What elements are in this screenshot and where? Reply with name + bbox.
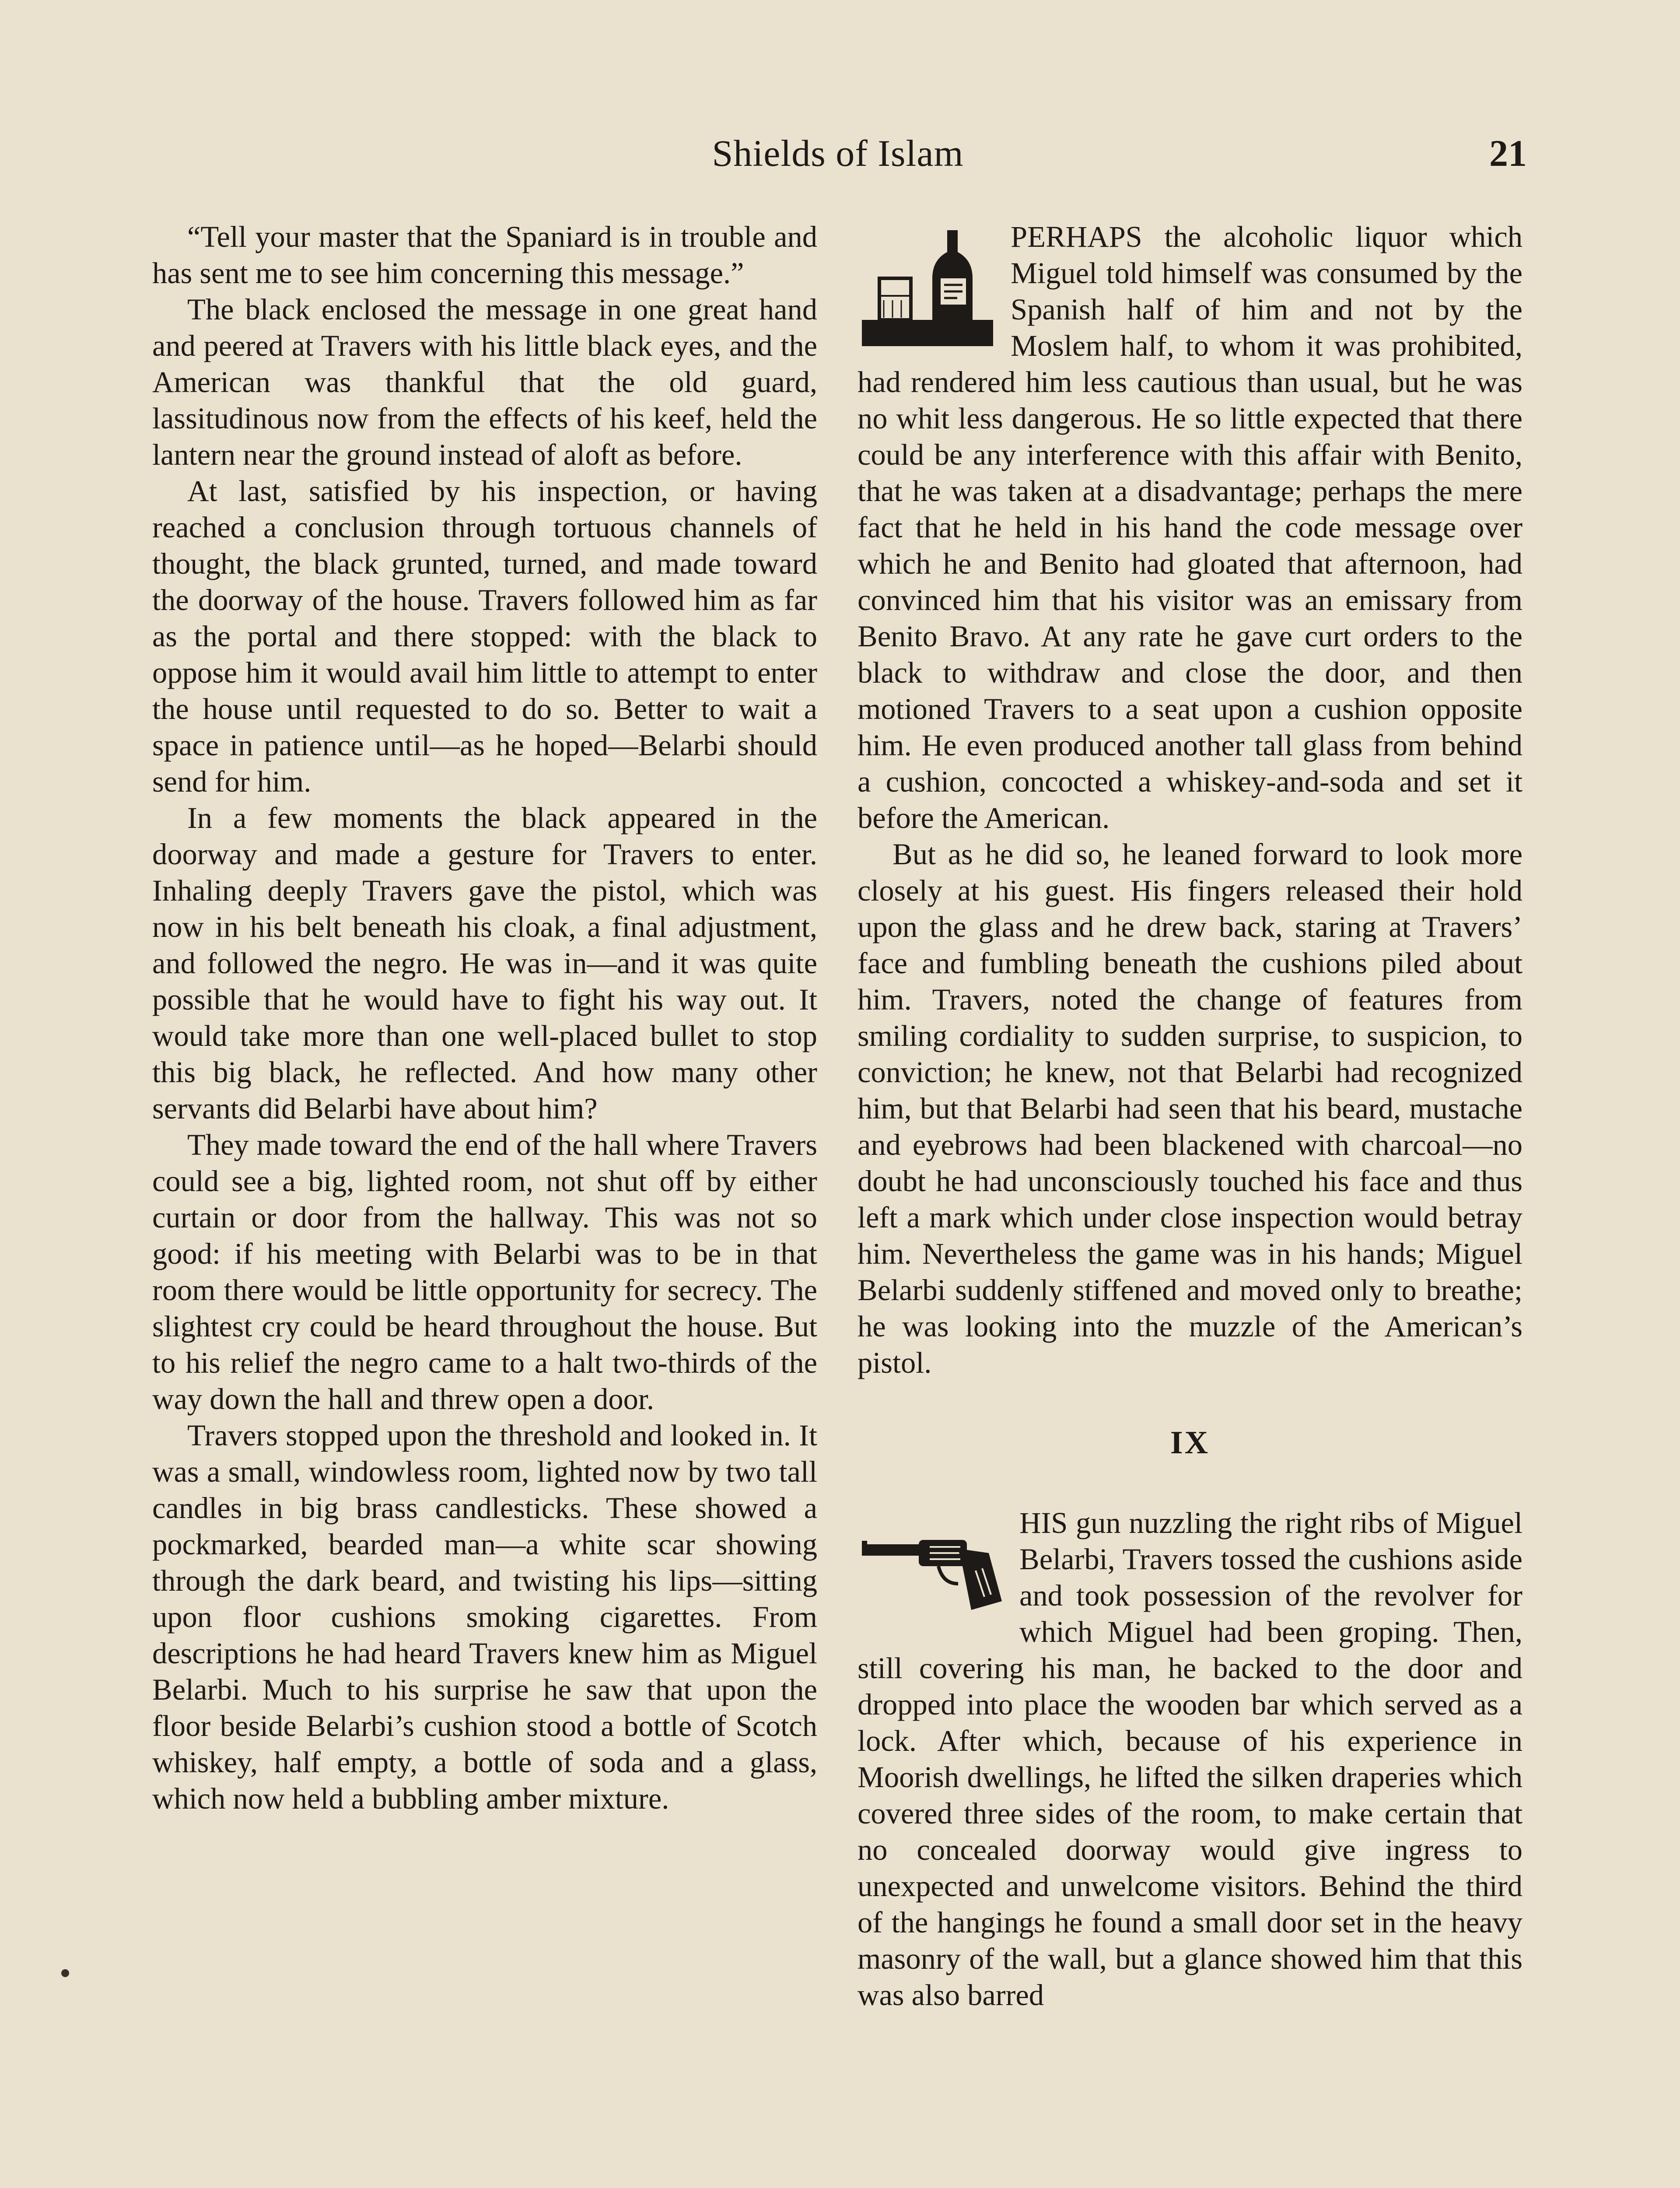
paragraph: HIS gun nuzzling the right ribs of Miguel Belarbi, Travers tossed the cushions aside and took possession of the revolver for which Miguel had been groping. Then, still covering his man, he backed to the door and dropped into place the wooden bar which served as a lock. After which, because of his experience in Moorish dwellings, he lifted the silken draperies which covered three sides of the room, to make certain that no concealed doorway would give ingress to unexpected and unwelcome visitors. Behind the third of the hangings he found a small door set in the heavy masonry of the wall, but a glance showed him that this was also barred (858, 1506, 1522, 2012)
paragraph: Travers stopped upon the threshold and looked in. It was a small, windowless room, lighted now by two tall candles in big brass candlesticks. These showed a pockmarked, bearded man—a white scar showing through the dark beard, and twisting his lips—sitting upon floor cushions smoking cigarettes. From descriptions he had heard Travers knew him as Miguel Belarbi. Much to his surprise he saw that upon the floor beside Belarbi’s cushion stood a bottle of Scotch whiskey, half empty, a bottle of soda and a glass, which now held a bubbling amber mixture. (152, 1419, 817, 1815)
section-opening (858, 1505, 1522, 2013)
paragraph: The black enclosed the message in one great hand and peered at Travers with his little black eyes, and the American was thankful that the old guard, lassitudinous now from the effects of his keef, held the lantern near the ground instead of aloft as before. (152, 293, 817, 471)
paragraph: They made toward the end of the hall where Travers could see a big, lighted room, not shut off by either curtain or door from the hallway. This was not so good: if his meeting with Belarbi was to be in that room there would be little opportunity for secrecy. The slightest cry could be heard throughout the house. But to his relief the negro came to a halt two-thirds of the way down the hall and threw open a door. (152, 1128, 817, 1416)
page-number: 21 (1489, 132, 1527, 174)
right-column (858, 219, 1522, 2013)
left-column (152, 219, 817, 1817)
chapter-heading: IX (1170, 1425, 1210, 1461)
paragraph: PERHAPS the alcoholic liquor which Miguel told himself was consumed by the Spanish half of him and not by the Moslem half, to whom it was prohibited, had rendered him less cautious than usual, but he was no whit less dangerous. He so little expected that there could be any interference with this affair with Benito, that he was taken at a disadvantage; perhaps the mere fact that he held in his hand the code message over which he and Benito had gloated that afternoon, had convinced him that his visitor was an emissary from Benito Bravo. At any rate he gave curt orders to the black to withdraw and close the door, and then motioned Travers to a seat upon a cushion opposite him. He even produced another tall glass from behind a cushion, concocted a whiskey-and-soda and set it before the American. (858, 220, 1522, 835)
paragraph: At last, satisfied by his inspection, or having reached a conclusion through tortuous channels of thought, the black grunted, turned, and made toward the doorway of the house. Travers followed him as far as the portal and there stopped: with the black to oppose him it would avail him little to attempt to enter the house until requested to do so. Better to wait a space in patience until—as he hoped—Belarbi should send for him. (152, 474, 817, 798)
paragraph: But as he did so, he leaned forward to look more closely at his guest. His fingers released their hold upon the glass and he drew back, staring at Travers’ face and fumbling beneath the cushions piled about him. Travers, noted the change of features from smiling cordiality to sudden surprise, to suspicion, to conviction; he knew, not that Belarbi had recognized him, but that Belarbi had seen that his beard, mustache and eyebrows had been blackened with charcoal—no doubt he had unconsciously touched his face and thus left a mark which under close inspection would betray him. Nevertheless the game was in his hands; Miguel Belarbi suddenly stiffened and moved only to breathe; he was looking into the muzzle of the American’s pistol. (858, 838, 1522, 1379)
paragraph: “Tell your master that the Spaniard is in trouble and has sent me to see him concerning this message.” (152, 220, 817, 290)
bottle-and-glass-icon (858, 221, 998, 353)
page-header (149, 131, 1527, 184)
section-opening (858, 219, 1522, 836)
running-title: Shields of Islam (712, 132, 964, 174)
paragraph: In a few moments the black appeared in the doorway and made a gesture for Travers to enter. Inhaling deeply Travers gave the pistol, which was now in his belt beneath his cloak, a final adjustment, and followed the negro. He was in—and it was quite possible that he would have to fight his way out. It would take more than one well-placed bullet to stop this big black, he reflected. And how many other servants did Belarbi have about him? (152, 801, 817, 1125)
revolver-icon (858, 1522, 1006, 1614)
margin-mark (61, 1969, 69, 1977)
